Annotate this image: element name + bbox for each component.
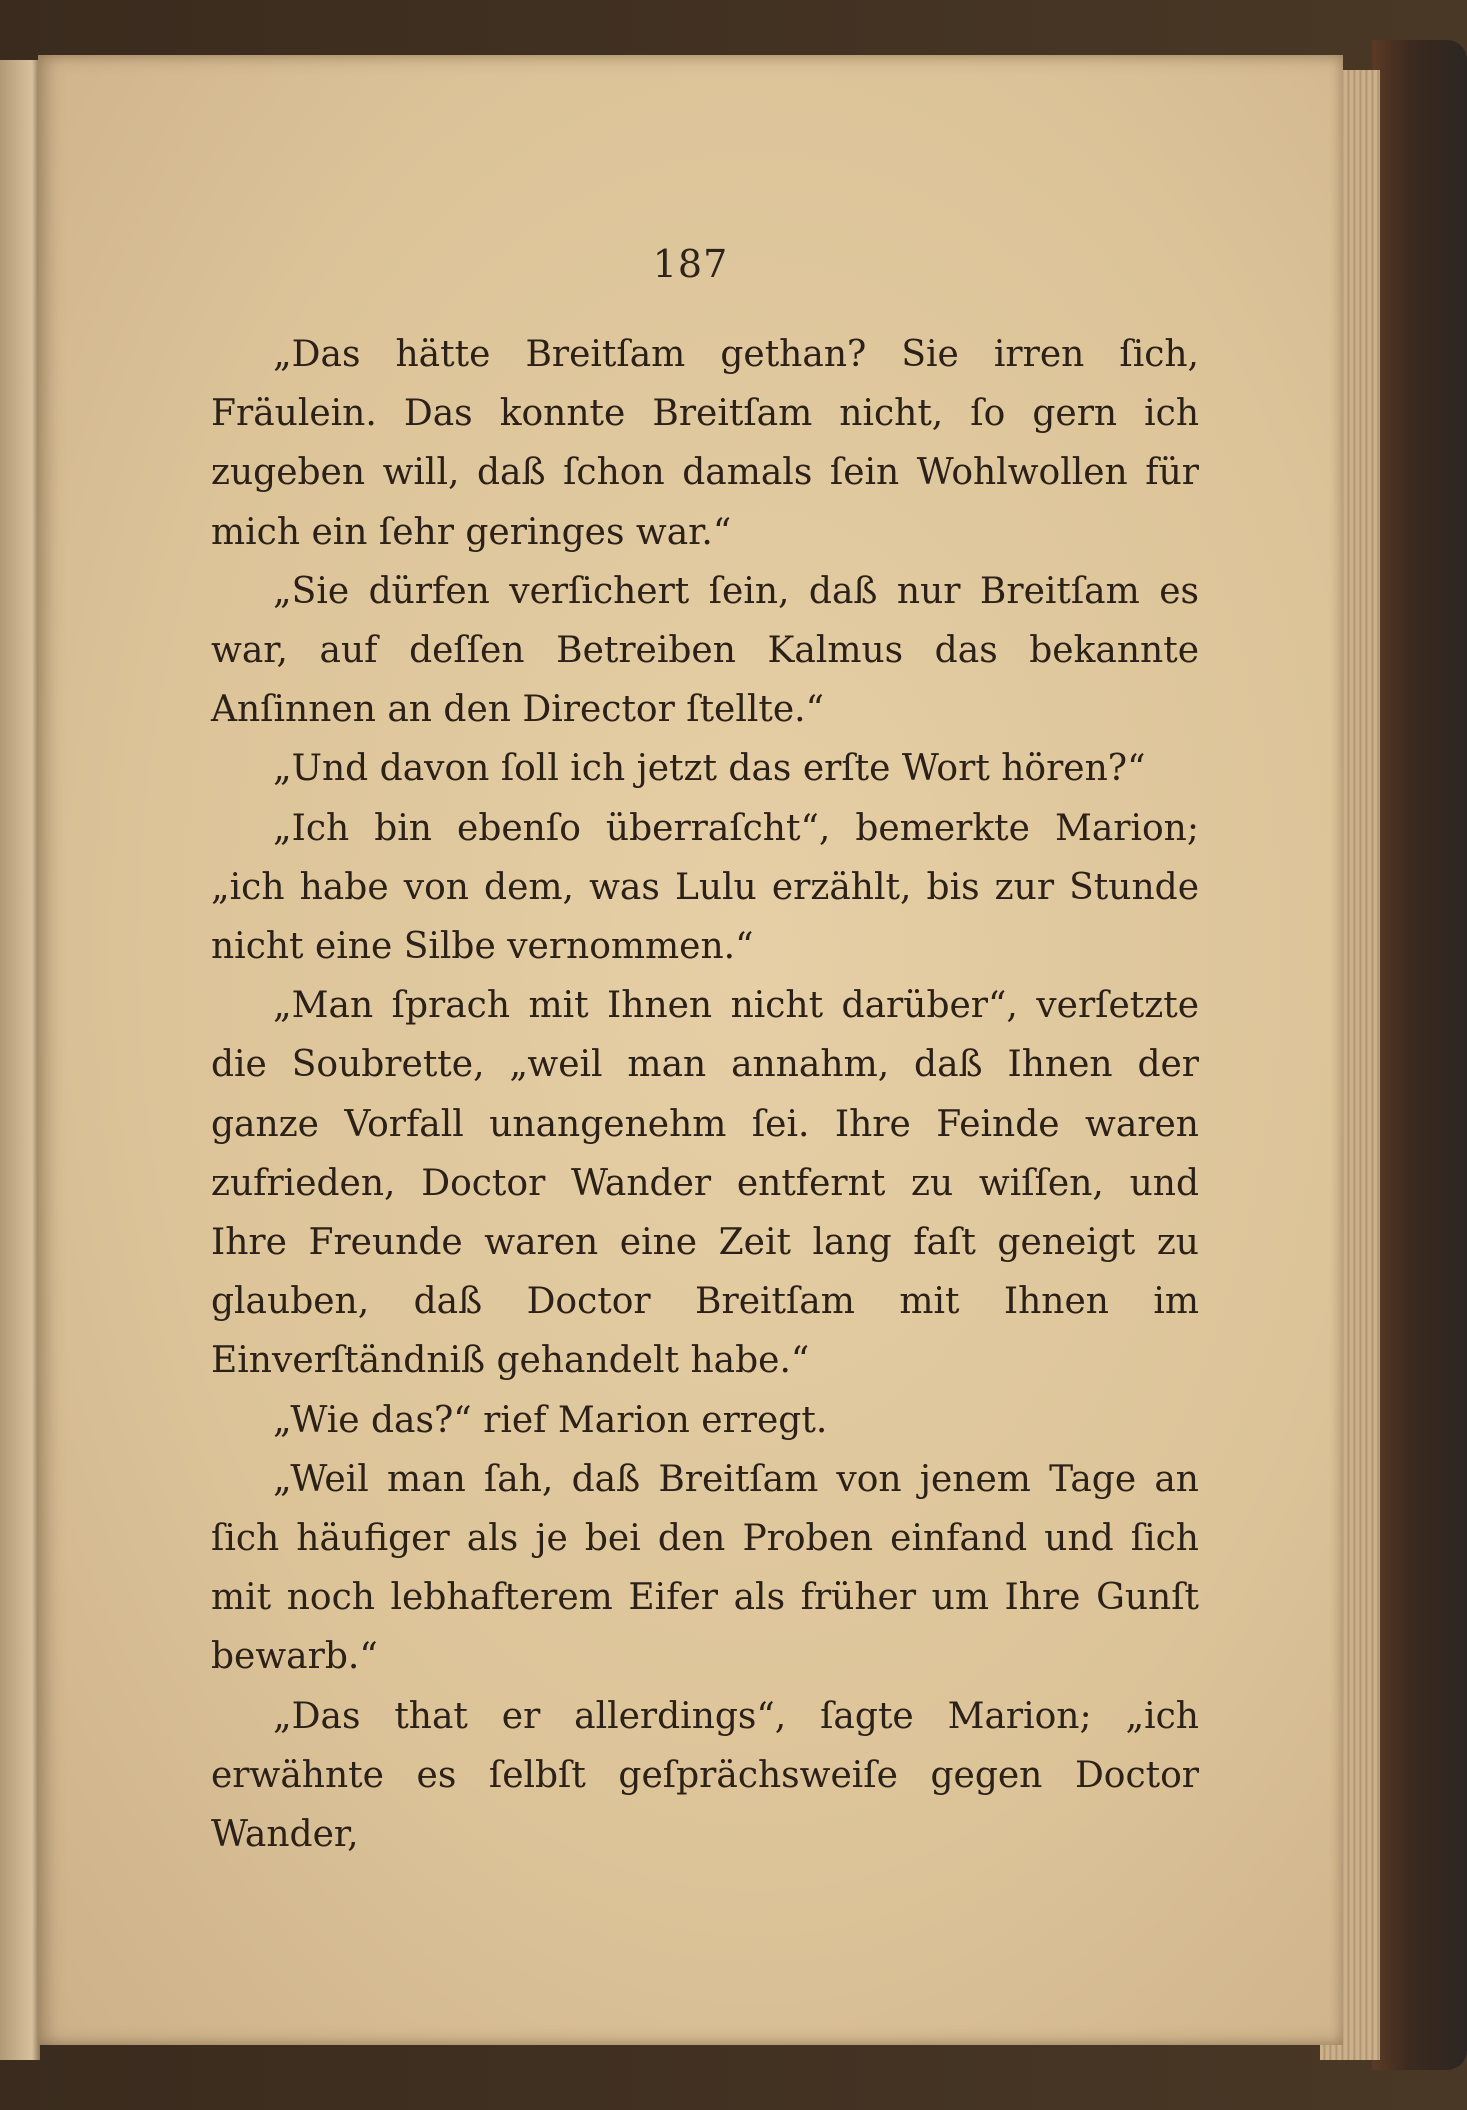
book-cover-edge: [1372, 40, 1467, 2070]
paragraph: „Das that er allerdings“, ſagte Marion; „ich erwähnte es ſelbſt geſprächsweiſe gegen Doctor Wander,: [211, 1695, 1199, 1856]
page-text: [211, 325, 1199, 1864]
left-page-edge: [0, 60, 40, 2060]
paragraph: „Wie das?“ rief Marion erregt.: [273, 1399, 828, 1441]
page-number: 187: [652, 242, 729, 286]
book-page: [38, 55, 1343, 2045]
paragraph: „Ich bin ebenſo überraſcht“, bemerkte Marion; „ich habe von dem, was Lulu erzählt, bis zur Stunde nicht eine Silbe vernommen.“: [211, 807, 1199, 968]
paragraph: „Sie dürfen verſichert ſein, daß nur Breitſam es war, auf deſſen Betreiben Kalmus das bekannte Anſinnen an den Director ſtellte.“: [211, 570, 1199, 731]
paragraph: „Weil man ſah, daß Breitſam von jenem Tage an ſich häufiger als je bei den Proben einfand und ſich mit noch lebhafterem Eifer als früher um Ihre Gunſt bewarb.“: [211, 1458, 1199, 1678]
paragraph: „Das hätte Breitſam gethan? Sie irren ſich, Fräulein. Das konnte Breitſam nicht, ſo gern ich zugeben will, daß ſchon damals ſein Wohlwollen für mich ein ſehr geringes war.“: [211, 334, 1199, 553]
paragraph: „Man ſprach mit Ihnen nicht darüber“, verſetzte die Soubrette, „weil man annahm, daß Ihnen der ganze Vorfall unangenehm ſei. Ihre Feinde waren zufrieden, Doctor Wander entfernt zu wiſſen, und Ihre Freunde waren eine Zeit lang faſt geneigt zu glauben, daß Doctor Breitſam mit Ihnen im Einverſtändniß gehandelt habe.“: [211, 985, 1199, 1382]
paragraph: „Und davon ſoll ich jetzt das erſte Wort hören?“: [273, 748, 1146, 790]
